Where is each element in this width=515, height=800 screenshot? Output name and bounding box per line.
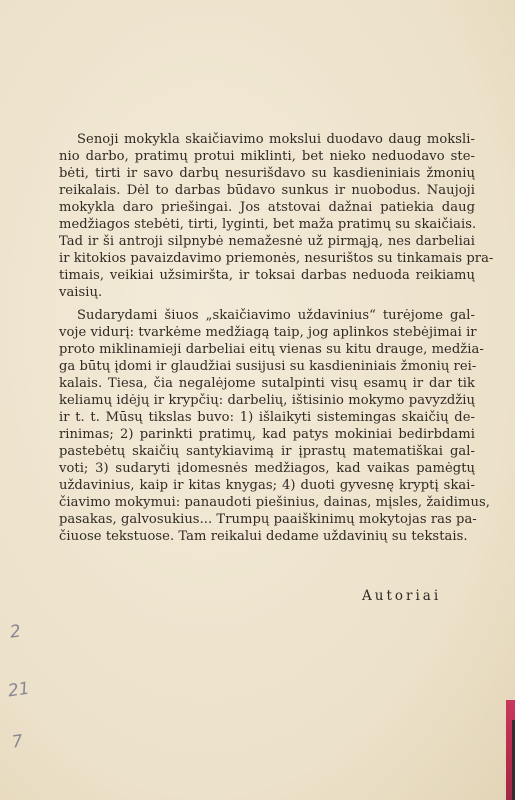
text-line: kalais. Tiesa, čia negalėjome sutalpinti visų esamų ir dar tik <box>59 376 475 391</box>
text-line: pastebėtų skaičių santykiavimą ir įprastų matematiškai gal- <box>59 444 475 459</box>
text-line: voje vidurį: tvarkėme medžiagą taip, jog aplinkos stebėjimai ir <box>59 325 477 340</box>
signature-authors: Autoriai <box>362 588 442 604</box>
text-line: pasakas, galvosukius... Trumpų paaiškinimų mokytojas ras pa- <box>59 512 477 527</box>
preface-text <box>59 131 494 551</box>
text-line: uždavinius, kaip ir kitas knygas; 4) duoti gyvesnę kryptį skai- <box>59 478 475 493</box>
pencil-mark: 7 <box>10 731 25 753</box>
text-line: ir kitokios pavaizdavimo priemonės, nesurištos su tinkamais pra- <box>59 251 494 266</box>
text-line: keliamų idėjų ir krypčių: darbelių, ištisinio mokymo pavyzdžių <box>59 393 475 408</box>
paragraph-2 <box>59 307 490 545</box>
text-line: ir t. t. Mūsų tikslas buvo: 1) išlaikyti sistemingas skaičių de- <box>59 410 475 425</box>
text-line: čiavimo mokymui: panaudoti piešinius, dainas, mįsles, žaidimus, <box>59 495 490 510</box>
text-line: vaisių. <box>59 285 103 300</box>
text-line: nio darbo, pratimų protui miklinti, bet nieko neduodavo ste- <box>59 149 475 164</box>
text-line: ga būtų įdomi ir glaudžiai susijusi su kasdieniniais žmonių rei- <box>59 359 477 374</box>
pencil-mark: 2 <box>8 621 23 643</box>
text-line: reikalais. Dėl to darbas būdavo sunkus ir nuobodus. Naujoji <box>59 183 475 198</box>
text-line: timais, veikiai užsimiršta, ir toksai darbas neduoda reikiamų <box>59 268 475 283</box>
text-line: čiuose tekstuose. Tam reikalui dedame uždavinių su tekstais. <box>59 529 468 544</box>
pencil-mark: 21 <box>6 678 31 702</box>
paragraph-1 <box>59 131 494 301</box>
text-line: rinimas; 2) parinkti pratimų, kad patys mokiniai bedirbdami <box>59 427 475 442</box>
text-line: bėti, tirti ir savo darbų nesurišdavo su kasdieniniais žmonių <box>59 166 475 181</box>
text-line: medžiagos stebėti, tirti, lyginti, bet maža pratimų su skaičiais. <box>59 217 477 232</box>
text-line: Sudarydami šiuos „skaičiavimo uždavinius“ turėjome gal- <box>77 308 475 323</box>
text-line: Tad ir ši antroji silpnybė nemažesnė už pirmąją, nes darbeliai <box>59 234 475 249</box>
text-line: mokykla daro priešingai. Jos atstovai dažnai patiekia daug <box>59 200 475 215</box>
text-line: voti; 3) sudaryti įdomesnės medžiagos, kad vaikas pamėgtų <box>59 461 475 476</box>
text-line: Senoji mokykla skaičiavimo mokslui duodavo daug moksli- <box>77 132 475 147</box>
text-line: proto miklinamieji darbeliai eitų vienas su kitu drauge, medžia- <box>59 342 484 357</box>
